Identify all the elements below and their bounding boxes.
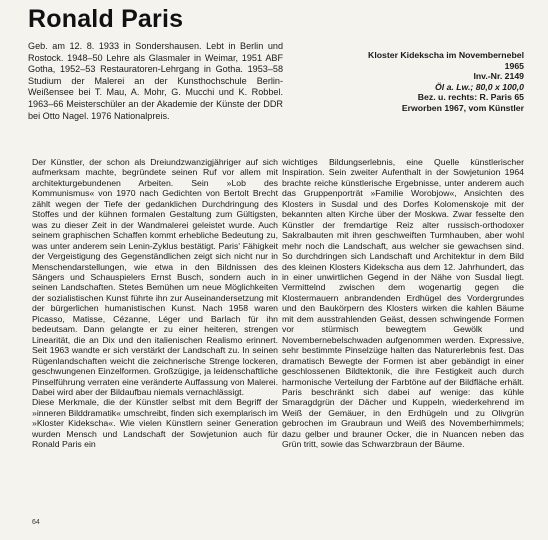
artwork-medium: Öl a. Lw.; 80,0 x 100,0 bbox=[434, 81, 524, 92]
biography-text: Geb. am 12. 8. 1933 in Sondershausen. Lebt in Berlin und Rostock. 1948–50 Lehre als Glasmaler in Weimar, 1951 ABF Gotha, 1952–53 Restauratoren-Lehrgang in Gotha. 1953–58 Studium der Malerei an der Kunsthochschule Berlin-Weißensee bei T. Mau, A. Mohr, G. Mucchi und K. Robbel. 1963–66 Meisterschüler an der Akademie der Künste der DDR bei Otto Nagel. 1976 Nationalpreis. bbox=[28, 41, 283, 121]
artwork-signature: Bez. u. rechts: R. Paris 65 bbox=[417, 92, 524, 103]
artist-biography bbox=[28, 41, 283, 122]
body-column-right bbox=[282, 157, 524, 450]
page-number: 64 bbox=[32, 519, 40, 526]
artwork-inventory: Inv.-Nr. 2149 bbox=[473, 71, 524, 82]
page-title: Ronald Paris bbox=[28, 5, 184, 33]
artwork-caption bbox=[324, 50, 524, 114]
body-paragraph: Der Künstler, der schon als Dreiundzwanzigjähriger auf sich aufmerksam machte, begründete seinen Ruf vor allem mit architekturgebundenen Arbeiten. Sein »Lob des Kommunismus« von 1970 nach Gedichten von Bertolt Brecht zählt wegen der Tiefe der gedanklichen Durchdringung des Stoffes und der kühnen formalen Gestaltung zum Gültigsten, was zu dieser Zeit in der Wandmalerei geleistet wurde. Auch seinem graphischen Schaffen kommt erhebliche Bedeutung zu, was unter anderem sein Lenin-Zyklus bestätigt. Paris' Fähigkeit der Vergeistigung des Gegenständlichen zeigt sich nicht nur in Menschendarstellungen, wie etwa in den Bildnissen des Sängers und Schauspielers Ernst Busch, sondern auch in seinen Landschaften. Stetes Bemühen um neue Möglichkeiten der sozialistischen Kunst führte ihn zur Auseinandersetzung mit der bürgerlichen humanistischen Kunst. Nach 1958 waren Picasso, Matisse, Cézanne, Léger und Barlach für ihn bedeutsam. Dann gelangte er zu einer heiteren, strengen Linearität, die an Dix und den italienischen Realismo erinnert. Seit 1963 wandte er sich verstärkt der Landschaft zu. In seinen Rügenlandschaften weicht die zeichnerische Strenge lockeren, geschwungenen Einzelformen. Großzügige, ja leidenschaftliche Pinselführung verraten eine veränderte Auffassung von Malerei. Dabei wird aber der Bildaufbau niemals vernachlässigt. bbox=[32, 157, 278, 397]
artwork-acquisition: Erworben 1967, vom Künstler bbox=[401, 102, 524, 113]
artwork-title: Kloster Kidekscha im Novembernebel bbox=[368, 50, 524, 60]
body-paragraph: wichtiges Bildungserlebnis, eine Quelle künstlerischer Inspiration. Sein zweiter Aufenthalt in der Sowjetunion 1964 brachte reiche künstlerische Ergebnisse, unter anderem auch das Gruppenporträt »Familie Worobjow«, Ansichten des Klosters in Susdal und des Dorfes Kolomenskoje mit der bekannten alten Kirche über der Moskwa. Zwar fesselte den Künstler der fremdartige Reiz alter russisch-orthodoxer Sakralbauten mit ihren geschweiften Turmhauben, aber wohl mehr noch die Landschaft, aus welcher sie gewachsen sind. So durchdringen sich Landschaft und Architektur in dem Bild des kleinen Klosters Kidekscha aus dem 12. Jahrhundert, das in einer unwirtlichen Gegend in der Nähe von Susdal liegt. Vermittelnd zwischen dem wogenartig gegen die Klostermauern anbrandenden Erdhügel des Vordergrundes und den Baukörpern des Klosters wirken die kahlen Bäume mit dem ausstrahlenden Geäst, dessen schwingende Formen vor stürmisch bewegtem Gewölk und Novembernebelschwaden aufgenommen werden. Expressive, sehr bestimmte Pinselzüge halten das Naturerlebnis fest. Das dramatisch Bewegte der Formen ist aber gebändigt in einer geschlossenen Bildtektonik, die ihre Festigkeit auch durch harmonische Verteilung der Farbtöne auf der Bildfläche erhält. Paris beschränkt sich dabei auf wenige: das kühle Smaragdgrün der Dächer und Kuppeln, wiederkehrend im Weiß der Gemäuer, in den Erdhügeln und zu Olivgrün gebrochen im Graubraun und Weiß des Novemberhimmels; dazu gelber und brauner Ocker, die in Nuancen neben das Grün tritt, sowie das Schwarzbraun der Bäume. bbox=[282, 157, 524, 450]
artwork-year: 1965 bbox=[504, 60, 524, 71]
body-paragraph: Diese Merkmale, die der Künstler selbst mit dem Begriff der »inneren Bilddramatik« umschreibt, finden sich exemplarisch im »Kloster Kidekscha«. Wie vielen Künstlern seiner Generation wurden Mensch und Landschaft der Sowjetunion auch für Ronald Paris ein bbox=[32, 397, 278, 450]
body-column-left bbox=[32, 157, 278, 450]
